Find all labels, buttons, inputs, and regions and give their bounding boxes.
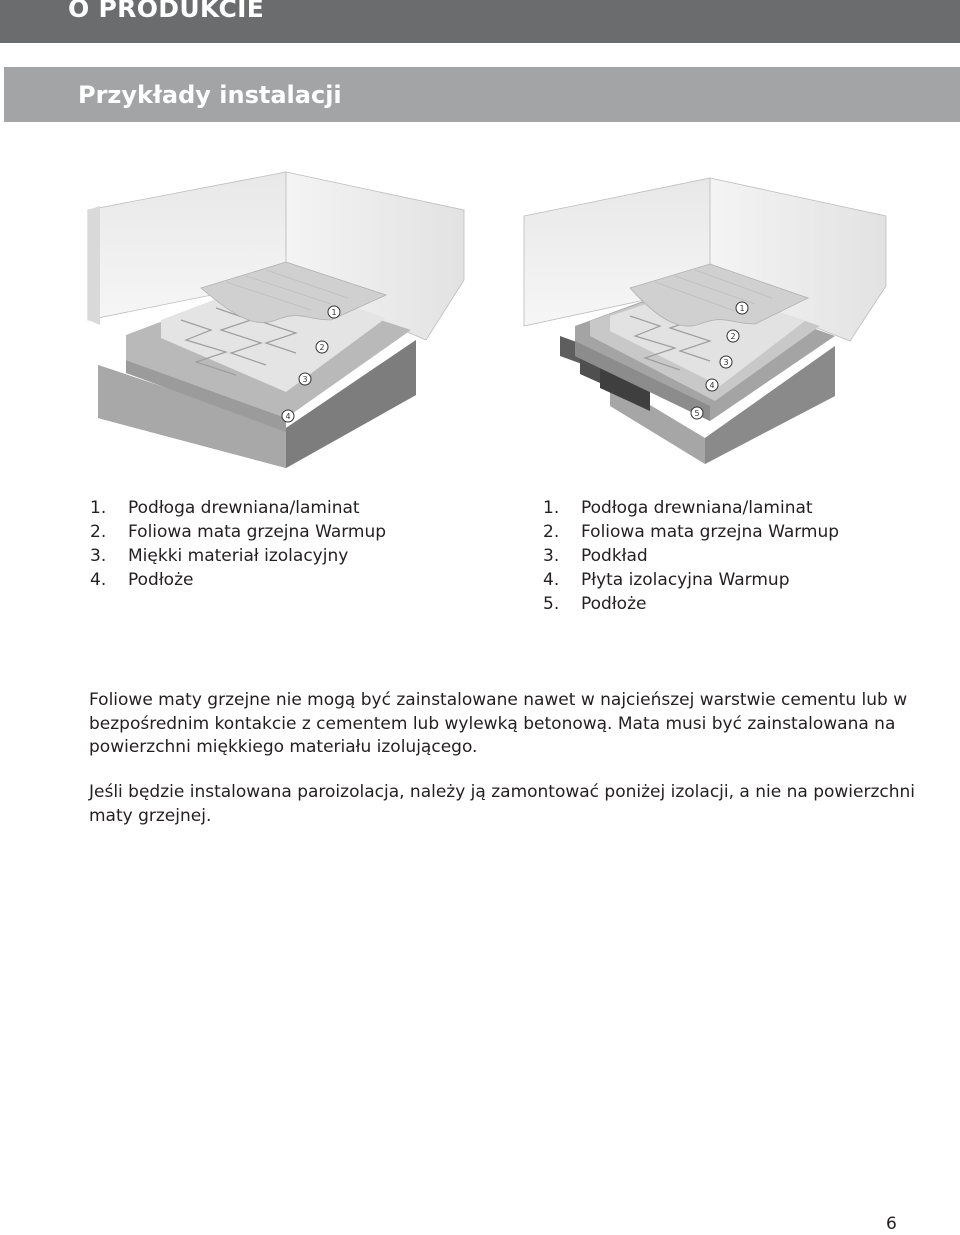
legend-number: 2. <box>543 522 560 542</box>
legend-number: 1. <box>90 498 107 518</box>
legend-label: Miękki materiał izolacyjny <box>128 546 349 566</box>
callout-marker-1 <box>328 306 340 318</box>
callout-marker-5 <box>691 407 703 419</box>
svg-text:1: 1 <box>331 308 337 317</box>
svg-text:4: 4 <box>709 381 715 390</box>
legend-label: Podkład <box>581 546 648 566</box>
page-number: 6 <box>886 1214 897 1234</box>
svg-text:4: 4 <box>285 412 291 421</box>
svg-text:3: 3 <box>723 358 729 367</box>
svg-text:1: 1 <box>739 304 745 313</box>
svg-text:2: 2 <box>730 332 736 341</box>
legend-number: 3. <box>90 546 107 566</box>
svg-text:5: 5 <box>694 409 700 418</box>
svg-text:3: 3 <box>302 375 308 384</box>
legend-item <box>543 544 839 568</box>
legend-label: Foliowa mata grzejna Warmup <box>581 522 840 542</box>
legend-number: 2. <box>90 522 107 542</box>
body-paragraph: Foliowe maty grzejne nie mogą być zainstalowane nawet w najcieńszej warstwie cementu lub w bezpośrednim kontakcie z cementem lub wylewką betonową. Mata musi być zainstalowana na powierzchni miękkiego materiału izolującego. <box>89 690 908 757</box>
callout-marker-2 <box>316 341 328 353</box>
body-paragraph: Jeśli będzie instalowana paroizolacja, należy ją zamontować poniżej izolacji, a nie na powierzchni maty grzejnej. <box>89 782 916 826</box>
legend-label: Podłoże <box>128 570 194 590</box>
floor-diagram-right <box>520 176 890 466</box>
legend-label: Podłoże <box>581 594 647 614</box>
callout-marker-4 <box>706 379 718 391</box>
legend-number: 1. <box>543 498 560 518</box>
callout-marker-3 <box>299 373 311 385</box>
legend-item <box>90 544 386 568</box>
section-title: Przykłady instalacji <box>78 81 342 109</box>
callout-marker-2 <box>727 330 739 342</box>
callout-marker-1 <box>736 302 748 314</box>
legend-item <box>90 496 386 520</box>
svg-text:2: 2 <box>319 343 325 352</box>
legend-number: 4. <box>90 570 107 590</box>
legend-item <box>543 592 839 616</box>
header-title: O PRODUKCIE <box>68 0 265 23</box>
legend-label: Podłoga drewniana/laminat <box>128 498 360 518</box>
callout-marker-3 <box>720 356 732 368</box>
legend-label: Płyta izolacyjna Warmup <box>581 570 790 590</box>
legend-left <box>90 496 386 592</box>
legend-item <box>543 568 839 592</box>
floor-diagram-left <box>86 170 466 470</box>
legend-item <box>90 568 386 592</box>
legend-label: Podłoga drewniana/laminat <box>581 498 813 518</box>
legend-label: Foliowa mata grzejna Warmup <box>128 522 387 542</box>
legend-number: 4. <box>543 570 560 590</box>
section-header <box>4 67 960 122</box>
legend-item <box>543 496 839 520</box>
legend-item <box>90 520 386 544</box>
legend-number: 5. <box>543 594 560 614</box>
legend-number: 3. <box>543 546 560 566</box>
header-band <box>0 0 960 43</box>
legend-right <box>543 496 839 616</box>
legend-item <box>543 520 839 544</box>
callout-marker-4 <box>282 410 294 422</box>
